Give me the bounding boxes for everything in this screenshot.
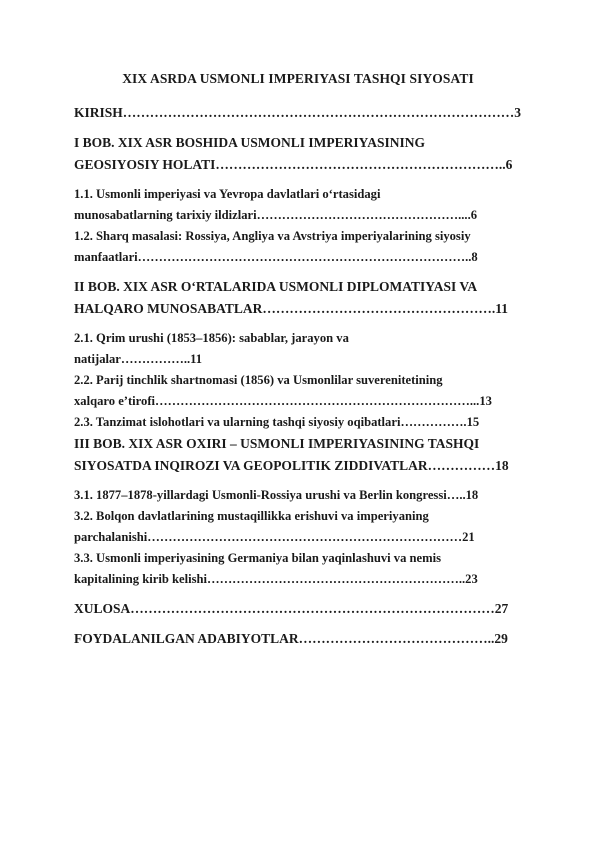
toc-entry-section-3-3: 3.3. Usmonli imperiyasining Germaniya bilan yaqinlashuvi va nemis <box>74 551 442 565</box>
toc-entry-section-1-2-cont: manfaatlari……………………………………………………………………..8 <box>74 250 478 264</box>
toc-entry-section-2-2: 2.2. Parij tinchlik shartnomasi (1856) va Usmonlilar suverenitetining <box>74 373 443 387</box>
toc-entry-section-3-3-cont: kapitalining kirib kelishi……………………………………………………..23 <box>74 572 478 586</box>
toc-entry-section-3-1: 3.1. 1877–1878-yillardagi Usmonli-Rossiya urushi va Berlin kongressi…..18 <box>74 488 479 502</box>
table-of-contents <box>74 102 526 650</box>
toc-entry-chapter-1-cont: GEOSIYOSIY HOLATI………………………………………………………..6 <box>74 157 513 172</box>
toc-entry-section-2-1-cont: natijalar……………..11 <box>74 352 203 366</box>
toc-entry-section-2-3: 2.3. Tanzimat islohotlari va ularning tashqi siyosiy oqibatlari…………….15 <box>74 415 480 429</box>
toc-entry-section-3-2-cont: parchalanishi…………………………………………………………………21 <box>74 530 475 544</box>
toc-entry-section-1-1-cont: munosabatlarning tarixiy ildizlari…………………………………………....6 <box>74 208 478 222</box>
toc-entry-section-2-2-cont: xalqaro e’tirofi…………………………………………………………………...13 <box>74 394 492 408</box>
toc-entry-chapter-2: II BOB. XIX ASR O‘RTALARIDA USMONLI DIPLOMATIYASI VA <box>74 279 478 294</box>
toc-entry-chapter-2-cont: HALQARO MUNOSABATLAR…………………………………………….11 <box>74 301 509 316</box>
toc-entry-chapter-1: I BOB. XIX ASR BOSHIDA USMONLI IMPERIYASINING <box>74 135 425 150</box>
toc-entry-xulosa: XULOSA………………………………………………………………………27 <box>74 601 509 616</box>
document-title: XIX ASRDA USMONLI IMPERIYASI TASHQI SIYOSATI <box>122 71 474 86</box>
toc-entry-section-3-2: 3.2. Bolqon davlatlarining mustaqillikka erishuvi va imperiyaning <box>74 509 429 523</box>
toc-entry-chapter-3: III BOB. XIX ASR OXIRI – USMONLI IMPERIYASINING TASHQI <box>74 436 480 451</box>
toc-entry-section-2-1: 2.1. Qrim urushi (1853–1856): sabablar, jarayon va <box>74 331 349 345</box>
toc-entry-section-1-1: 1.1. Usmonli imperiyasi va Yevropa davlatlari o‘rtasidagi <box>74 187 381 201</box>
toc-entry-section-1-2: 1.2. Sharq masalasi: Rossiya, Angliya va Avstriya imperiyalarining siyosiy <box>74 229 471 243</box>
toc-entry-chapter-3-cont: SIYOSATDA INQIROZI VA GEOPOLITIK ZIDDIVATLAR……………18 <box>74 458 509 473</box>
toc-entry-adabiyotlar: FOYDALANILGAN ADABIYOTLAR……………………………………..29 <box>74 631 508 646</box>
toc-entry-kirish: KIRISH……………………………………………………………………………3 <box>74 105 522 120</box>
